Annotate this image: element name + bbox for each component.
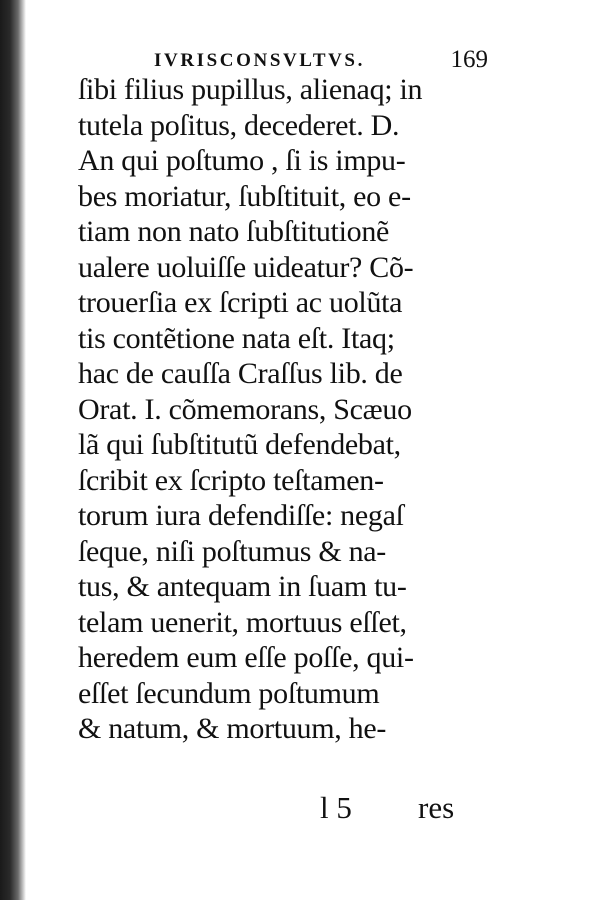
text-line-19: & natum, & mortuum, he- bbox=[78, 712, 387, 745]
text-line-6: ualere uoluiſſe uideatur? Cõ- bbox=[78, 250, 414, 284]
text-line-2: tutela poſitus, decederet. D. bbox=[78, 108, 400, 142]
signature-mark: l 5 bbox=[320, 790, 352, 825]
text-line-18: eſſet ſecundum poſtumum bbox=[78, 676, 380, 710]
text-line-7: trouerſia ex ſcripti ac uolũta bbox=[78, 286, 403, 319]
text-line-9: hac de cauſſa Craſſus lib. de bbox=[78, 357, 403, 390]
text-line-10: Orat. I. cõmemorans, Scæuo bbox=[78, 392, 412, 426]
text-line-3: An qui poſtumo , ſi is impu- bbox=[78, 144, 406, 177]
text-line-4: bes moriatur, ſubſtituit, eo e- bbox=[78, 179, 411, 213]
text-line-5: tiam non nato ſubſtitutionẽ bbox=[78, 215, 390, 248]
gutter-shadow bbox=[0, 0, 26, 900]
text-line-13: torum iura defendiſſe: negaſ bbox=[78, 499, 404, 532]
text-line-8: tis contẽtione nata eſt. Itaq; bbox=[78, 321, 395, 355]
page-number: 169 bbox=[450, 46, 488, 73]
running-title: IVRISCONSVLTVS. bbox=[154, 50, 365, 71]
text-line-17: heredem eum eſſe poſſe, qui- bbox=[78, 641, 414, 674]
catchword: res bbox=[418, 790, 455, 825]
text-line-14: ſeque, niſi poſtumus & na- bbox=[78, 534, 386, 568]
text-line-16: telam uenerit, mortuus eſſet, bbox=[78, 605, 407, 639]
text-line-11: lã qui ſubſtitutũ defendebat, bbox=[78, 428, 401, 461]
text-line-1: ſibi filius pupillus, alienaq; in bbox=[78, 73, 423, 106]
page-footer bbox=[26, 790, 586, 830]
text-line-15: tus, & antequam in ſuam tu- bbox=[78, 570, 407, 603]
text-line-12: ſcribit ex ſcripto teſtamen- bbox=[78, 463, 384, 497]
book-page bbox=[26, 0, 590, 900]
body-text bbox=[78, 72, 498, 747]
